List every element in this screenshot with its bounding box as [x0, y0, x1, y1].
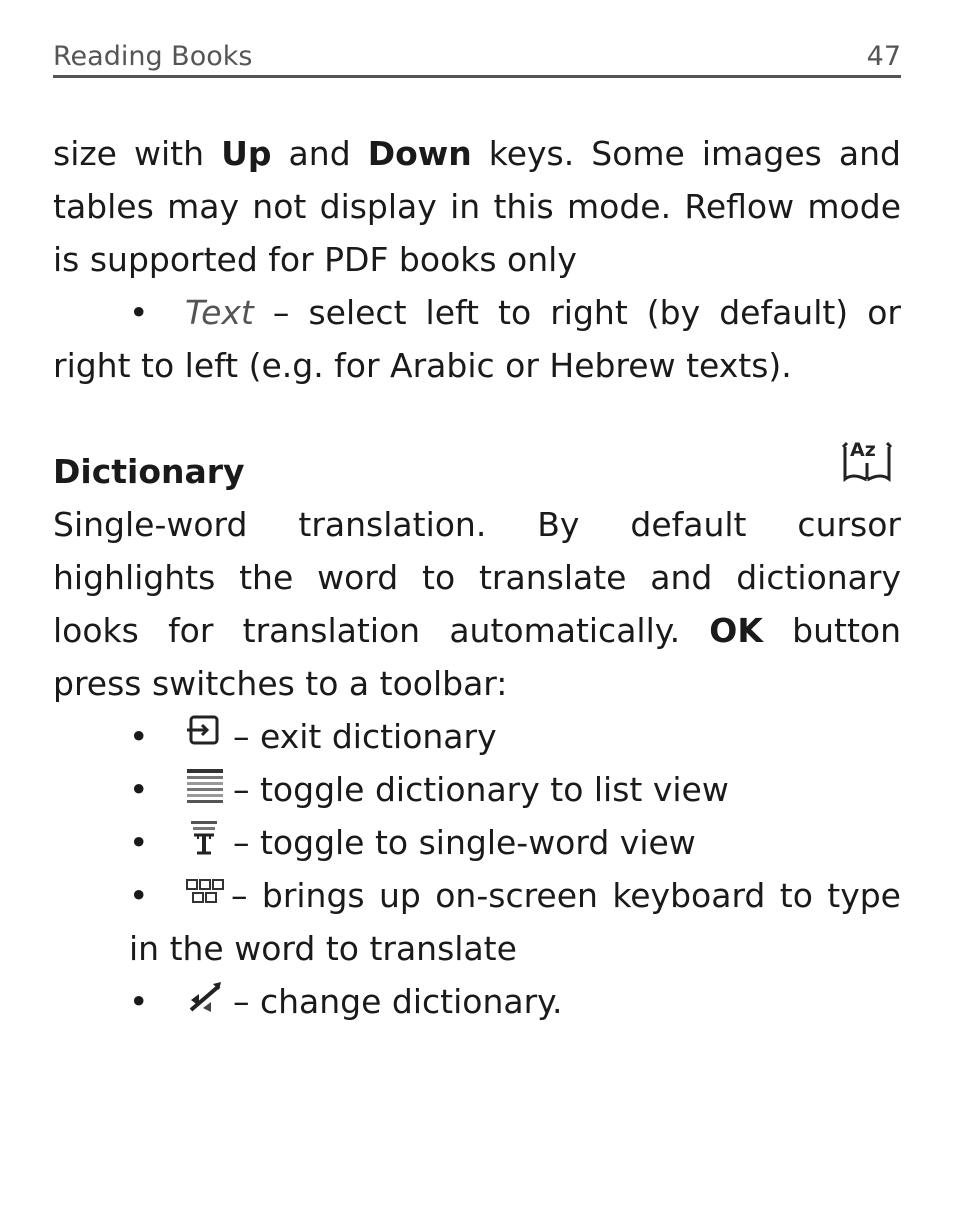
page-header [53, 40, 901, 78]
bullet: • [129, 293, 149, 332]
list-item: • – change dictionary. [53, 975, 901, 1028]
section-title: Reading Books [53, 41, 253, 72]
list-item: • – brings up on-screen keyboard to type in the word to translate [129, 876, 901, 968]
text-direction-bullet: • Text – select left to right (by default) or right to left (e.g. for Arabic or Hebrew texts). [53, 286, 901, 392]
up-key: Up [221, 134, 272, 173]
list-item: • – toggle to single-word view [53, 816, 901, 869]
page-number: 47 [866, 41, 901, 72]
svg-text:Az: Az [850, 439, 876, 461]
list-item: • – toggle dictionary to list view [53, 763, 901, 816]
dictionary-az-icon [839, 433, 895, 485]
dictionary-heading: Dictionary Az [53, 445, 901, 498]
text-term: Text [185, 293, 254, 332]
dictionary-paragraph: Single-word translation. By default cursor highlights the word to translate and dictionary looks for translation automatically. OK button press switches to a toolbar: [53, 505, 901, 703]
list-view-icon [185, 766, 225, 806]
change-dictionary-icon [185, 978, 225, 1018]
intro-paragraph: size with Up and Down keys. Some images and tables may not display in this mode. Reflow mode is supported for PDF books only [53, 134, 901, 279]
down-key: Down [367, 134, 472, 173]
single-word-icon [185, 819, 225, 859]
list-item: • – exit dictionary [53, 710, 901, 763]
keyboard-icon [185, 877, 225, 913]
page-content [53, 127, 901, 1028]
ok-key: OK [709, 611, 763, 650]
exit-icon [185, 713, 225, 753]
